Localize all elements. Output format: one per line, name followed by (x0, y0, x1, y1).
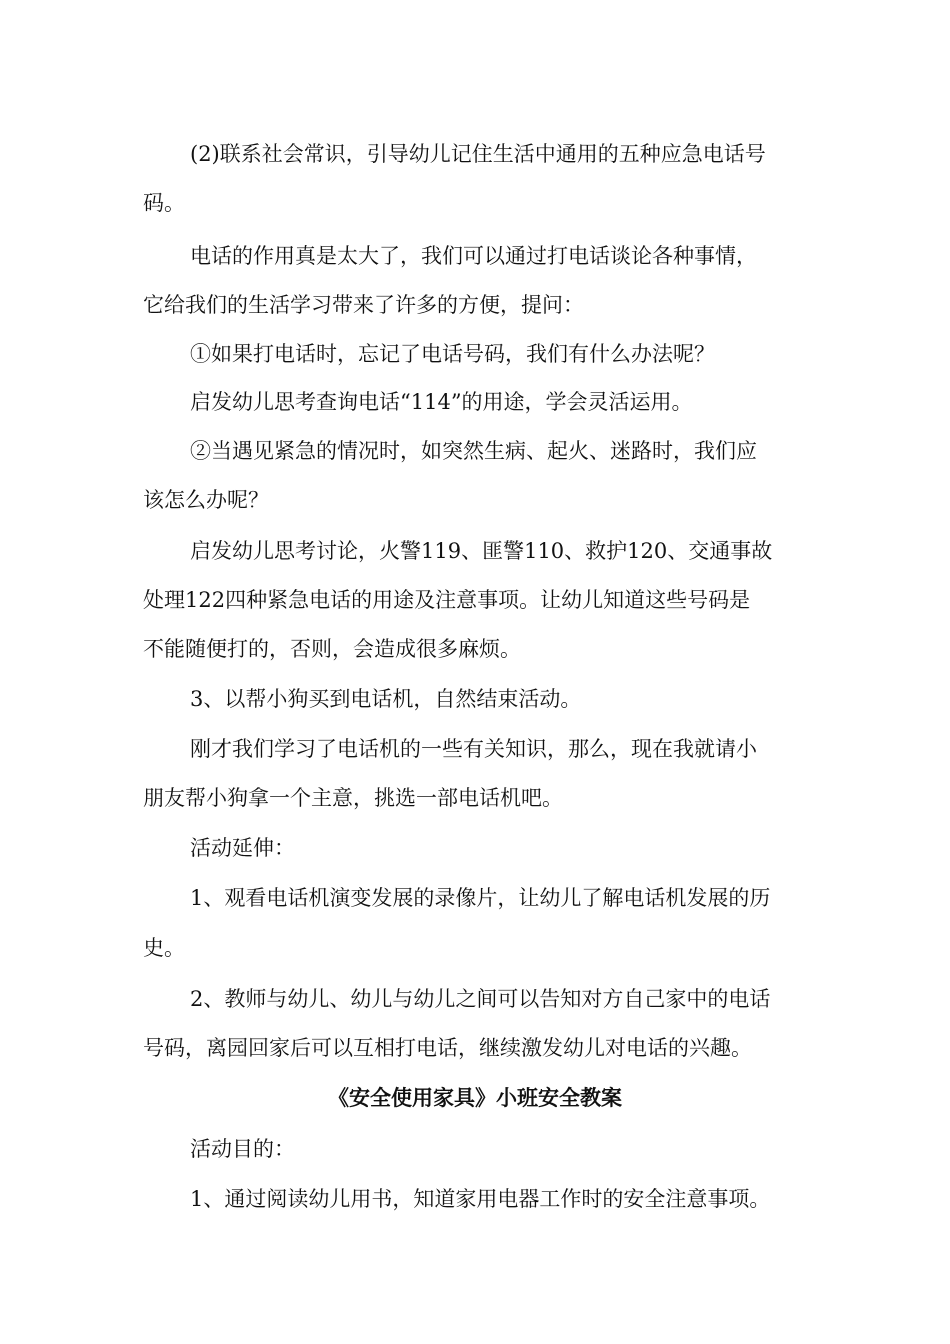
paragraph-line: 启发幼儿思考讨论，火警119、匪警110、救护120、交通事故 (190, 539, 773, 563)
section-heading: 《安全使用家具》小班安全教案 (328, 1085, 622, 1110)
paragraph-line: 1、通过阅读幼儿用书，知道家用电器工作时的安全注意事项。 (190, 1187, 771, 1211)
paragraph-line: ①如果打电话时，忘记了电话号码，我们有什么办法呢？ (190, 342, 715, 366)
paragraph-line: 活动目的： (190, 1137, 295, 1161)
paragraph-line: (2)联系社会常识，引导幼儿记住生活中通用的五种应急电话号 (190, 142, 766, 166)
paragraph-line: 2、教师与幼儿、幼儿与幼儿之间可以告知对方自己家中的电话 (190, 987, 771, 1011)
paragraph-line: ②当遇见紧急的情况时，如突然生病、起火、迷路时，我们应 (190, 439, 757, 463)
paragraph-line: 3、以帮小狗买到电话机，自然结束活动。 (190, 687, 582, 711)
paragraph-line: 号码，离园回家后可以互相打电话，继续激发幼儿对电话的兴趣。 (143, 1036, 752, 1060)
paragraph-line: 电话的作用真是太大了，我们可以通过打电话谈论各种事情， (190, 244, 757, 268)
paragraph-line: 它给我们的生活学习带来了许多的方便，提问： (143, 293, 584, 317)
paragraph-line: 该怎么办呢？ (143, 488, 269, 512)
paragraph-line: 活动延伸： (190, 836, 295, 860)
paragraph-line: 启发幼儿思考查询电话“114”的用途，学会灵活运用。 (190, 390, 693, 414)
paragraph-line: 史。 (143, 936, 185, 960)
paragraph-line: 码。 (143, 191, 185, 215)
paragraph-line: 不能随便打的，否则，会造成很多麻烦。 (143, 637, 521, 661)
paragraph-line: 处理122四种紧急电话的用途及注意事项。让幼儿知道这些号码是 (143, 588, 751, 612)
paragraph-line: 刚才我们学习了电话机的一些有关知识，那么，现在我就请小 (190, 737, 757, 761)
paragraph-line: 1、观看电话机演变发展的录像片，让幼儿了解电话机发展的历 (190, 886, 771, 910)
paragraph-line: 朋友帮小狗拿一个主意，挑选一部电话机吧。 (143, 786, 563, 810)
